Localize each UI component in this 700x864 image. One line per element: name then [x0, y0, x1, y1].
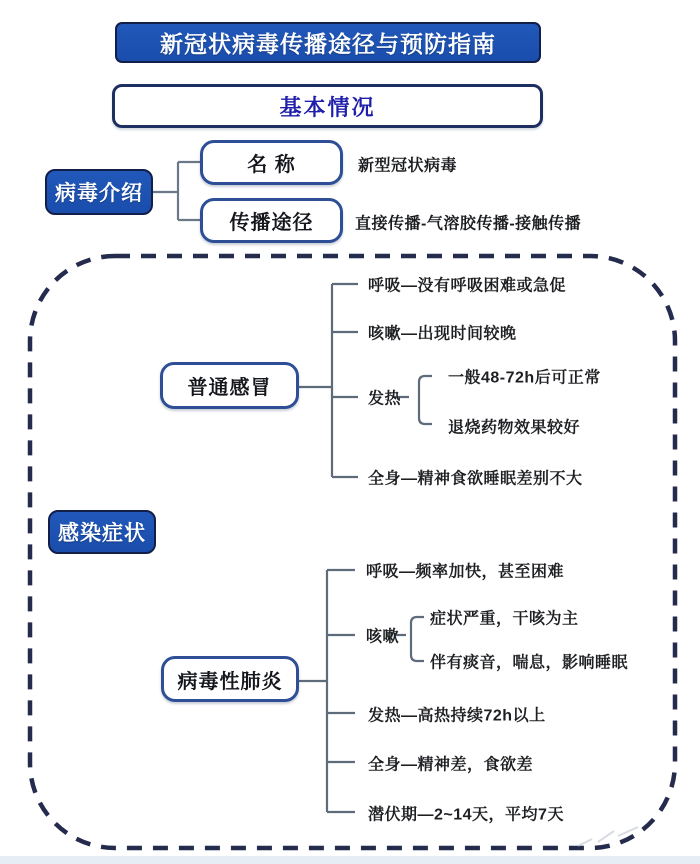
node-transmission [200, 198, 343, 243]
transmission-value: 直接传播-气溶胶传播-接触传播 [355, 215, 582, 233]
node-viral-pneumonia-text: 病毒性肺炎 [177, 670, 283, 693]
pneumonia-cough-sub-2: 伴有痰音，喘息，影响睡眠 [430, 654, 629, 672]
pneumonia-branch-fever: 发热—高热持续72h以上 [368, 707, 546, 725]
basic-info-heading [112, 84, 543, 128]
cold-branch-fever: 发热 [368, 390, 402, 408]
symptoms-label-text: 感染症状 [58, 522, 146, 545]
cold-tree-connector [299, 284, 409, 477]
node-name [200, 140, 343, 185]
pneumonia-branch-systemic: 全身—精神差，食欲差 [368, 756, 534, 774]
pneumonia-branch-cough: 咳嗽 [366, 628, 400, 646]
page-title [115, 22, 541, 63]
page-title-text: 新冠状病毒传播途径与预防指南 [160, 31, 496, 57]
node-common-cold [160, 362, 299, 409]
node-common-cold-text: 普通感冒 [187, 377, 272, 399]
cold-branch-systemic: 全身—精神食欲睡眠差别不大 [368, 470, 583, 488]
virus-intro-label [45, 169, 153, 215]
basic-info-heading-text: 基本情况 [279, 94, 376, 120]
node-name-text: 名 称 [247, 154, 296, 176]
symptoms-label [48, 510, 156, 554]
pneumonia-cough-sub-1: 症状严重，干咳为主 [430, 610, 579, 628]
name-value: 新型冠状病毒 [358, 157, 458, 175]
cold-branch-breathing: 呼吸—没有呼吸困难或急促 [368, 277, 567, 295]
node-viral-pneumonia [161, 656, 299, 702]
virus-intro-label-text: 病毒介绍 [55, 182, 143, 205]
pneumonia-branch-breathing: 呼吸—频率加快，甚至困难 [366, 563, 565, 581]
pneumonia-cough-bracket [411, 617, 424, 661]
cold-fever-sub-2: 退烧药物效果较好 [448, 419, 581, 437]
pneumonia-branch-incubation: 潜伏期—2~14天，平均7天 [368, 806, 564, 824]
bottom-edge-tint [0, 856, 700, 864]
node-transmission-text: 传播途径 [229, 212, 314, 234]
intro-connector [152, 162, 200, 220]
cold-fever-bracket [419, 376, 432, 424]
pneumonia-tree-connector [299, 570, 406, 812]
cold-branch-cough: 咳嗽—出现时间较晚 [368, 325, 517, 343]
cold-fever-sub-1: 一般48-72h后可正常 [448, 369, 601, 387]
